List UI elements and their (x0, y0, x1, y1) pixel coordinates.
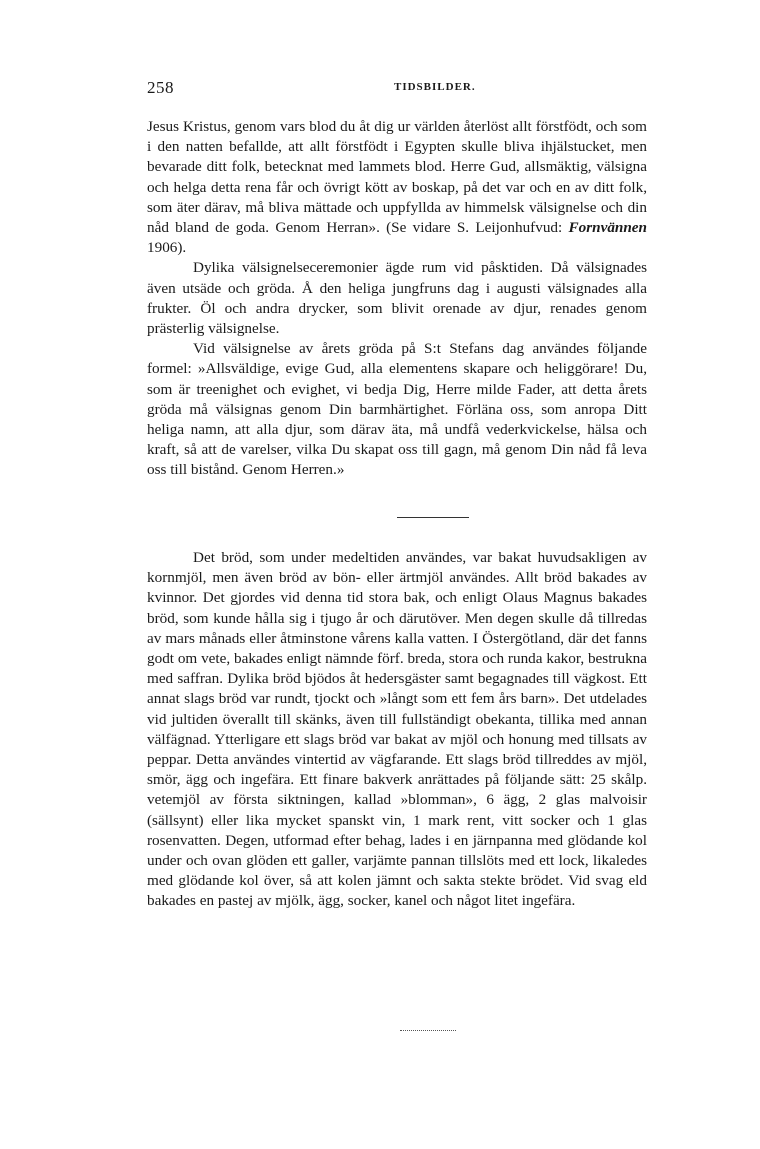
running-head: TIDSBILDER. (394, 81, 476, 93)
paragraph-text: Jesus Kristus, genom vars blod du åt dig ur världen återlöst allt förstfödt, och som i den natten befallde, att allt förstfödt i Egypten skulle bliva ihjälstucket, men bevarade ditt folk, betecknat med lammets blod. Herre Gud, allsmäktig, välsigna och helga detta rena får och övrigt kött av boskap, på det var och en av ditt folk, som äter därav, må bliva mättade och uppfyllda av himmelsk välsignelse och din nåd bland de goda. Genom Herran». (Se vidare S. Leijonhufvud: (147, 118, 647, 237)
page-header (147, 78, 637, 102)
source-title: Fornvännen (568, 219, 647, 237)
paragraph-blessing-prayer (147, 117, 647, 258)
section-divider (397, 517, 469, 518)
paragraph-formula: Vid välsignelse av årets gröda på S:t Stefans dag användes följande formel: »Allsväldige, evige Gud, alla elementens skapare och heliggörare! Du, som är treenighet och evighet, vi bedja Dig, Herre milde Fader, att detta årets gröda må välsignas genom Din barmhärtighet. Förläna oss, som anropa Ditt heliga namn, att alla djur, som därav äta, må undfå vederkvickelse, hälsa och kraft, så att de varelser, vilka Du skapat oss till gagn, må genom Din nåd få leva oss till bistånd. Genom Herren.» (147, 340, 647, 479)
page-number: 258 (147, 78, 174, 97)
section-blessings (147, 117, 647, 481)
paragraph-ceremonies: Dylika välsignelseceremonier ägde rum vid påsktiden. Då välsignades även utsäde och gröda. Å den heliga jungfruns dag i augusti välsignades alla frukter. Öl och andra drycker, som blivit orenade av djur, renades genom prästerlig välsignelse. (147, 259, 647, 338)
end-divider (400, 1030, 456, 1031)
paragraph-bread: Det bröd, som under medeltiden användes, var bakat huvudsakligen av kornmjöl, men även bröd av bön- eller ärtmjöl användes. Allt bröd bakades av kvinnor. Det gjordes vid denna tid stora bak, och enligt Olaus Magnus bakades bröd, som kunde hålla sig i tjugo år och därutöver. Men degen skulle då tillredas av mars månads eller åtminstone vårens kalla vatten. I Östergötland, där det fanns godt om vete, bakades enligt nämnde förf. breda, stora och runda kakor, bestrukna med saffran. Dylika bröd bjödos åt hedersgäster samt begagnades till vägkost. Ett annat slags bröd var rundt, tjockt och »långt som ett fem års barn». Det utdelades vid jultiden överallt till skänks, även till fullständigt obekanta, tillika med annan välfägnad. Ytterligare ett slags bröd var bakat av mjöl och honung med tillsats av peppar. Detta användes vintertid av vägfarande. Ett slags bröd tillreddes av mjöl, smör, ägg och ingefära. Ett finare bakverk anrättades på följande sätt: 25 skålp. vetemjöl av första siktningen, kallad »blomman», 6 ägg, 2 glas malvoisir (sällsynt) eller lika mycket spanskt vin, 1 mark rent, vitt socker och 1 glas rosenvatten. Degen, utformad efter behag, lades i en järnpanna med glödande kol under och ovan glöden ett galler, varjämte pannan tillslöts med ett lock, likaledes med glödande kol över, så att kolen jämnt och sakta stekte brödet. Vid svag eld bakades en pastej av mjölk, ägg, socker, kanel och något litet ingefära. (147, 549, 647, 910)
section-bread (147, 548, 647, 912)
source-year: 1906). (147, 239, 187, 257)
